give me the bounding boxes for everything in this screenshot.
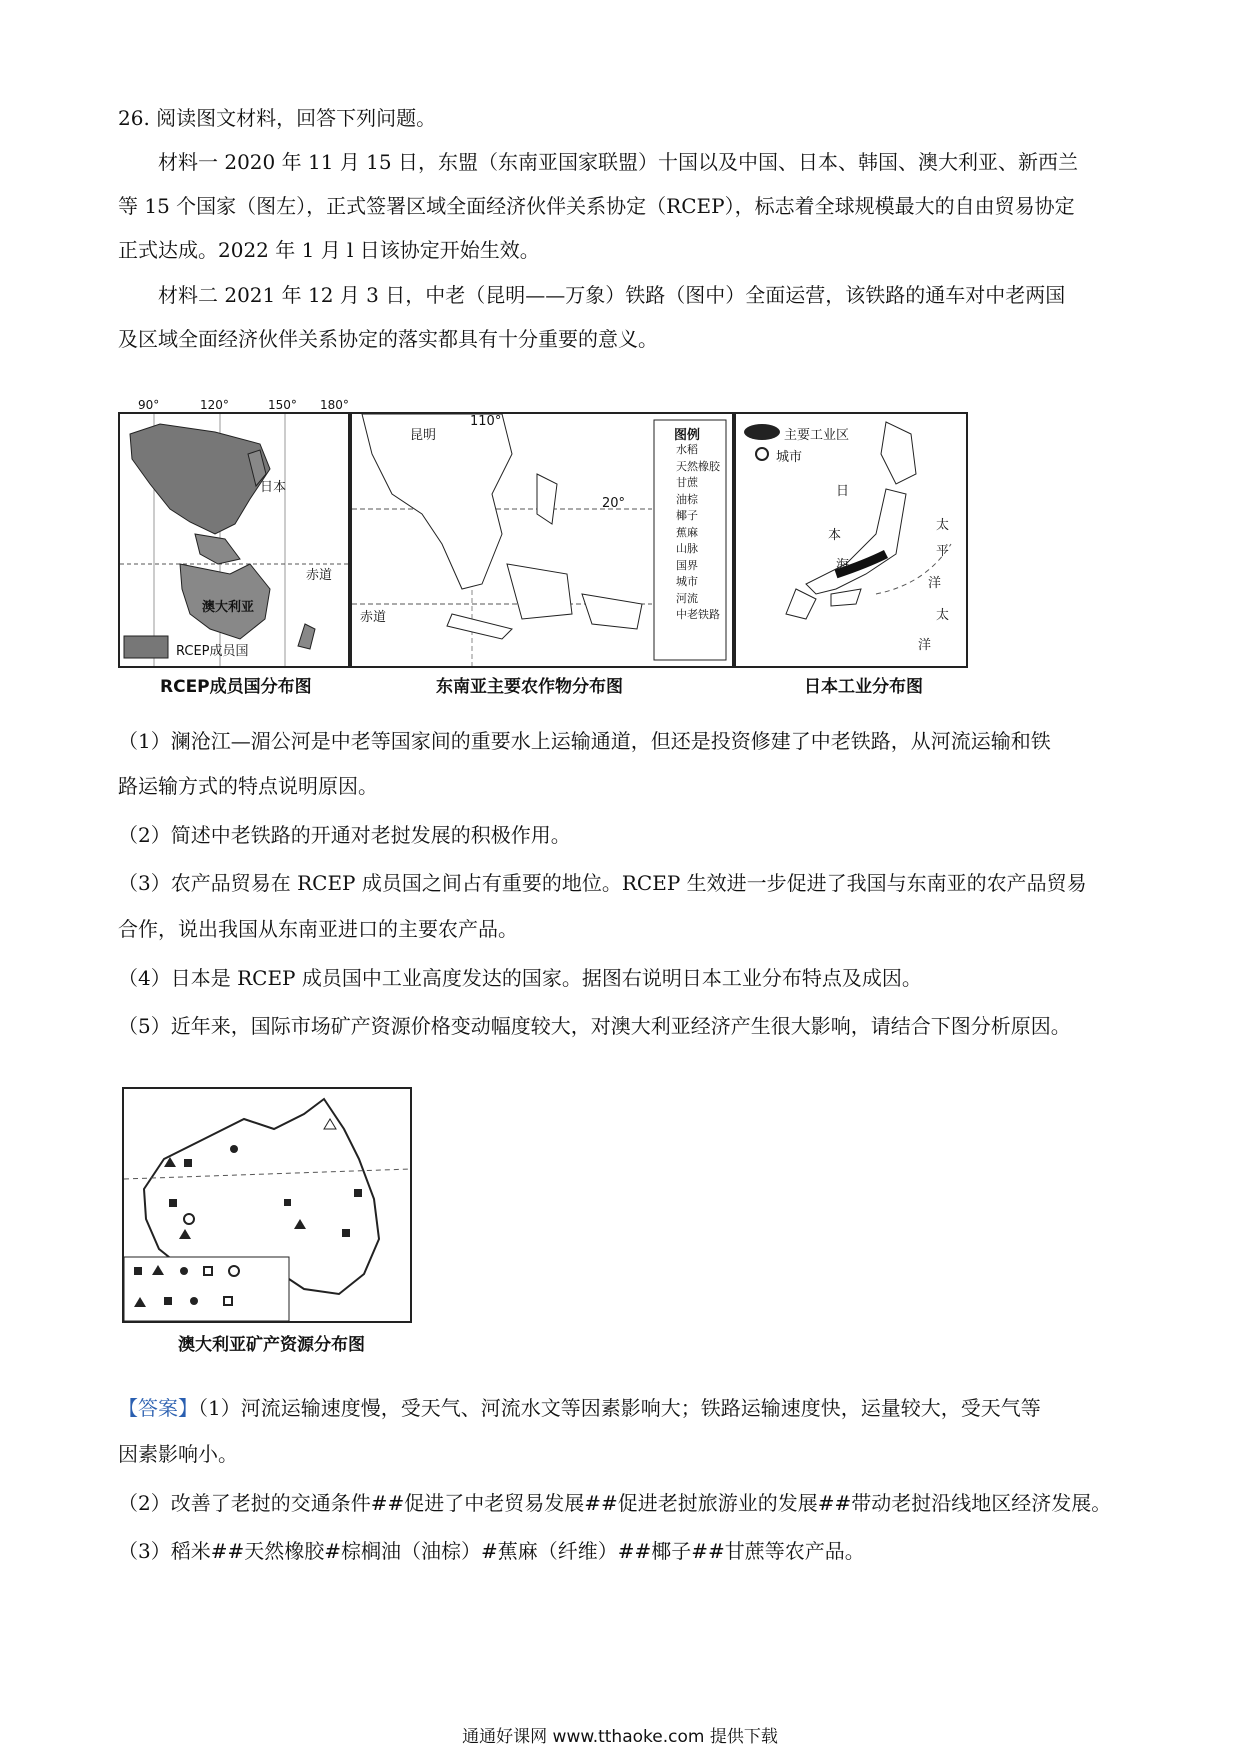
australia-map-caption: 澳大利亚矿产资源分布图	[178, 1335, 365, 1355]
material-1-line-3: 正式达成。2022 年 1 月 l 日该协定开始生效。	[118, 238, 540, 262]
label-jp2: 本	[828, 528, 842, 543]
legend-item: 水稻	[676, 443, 698, 456]
answer-1-line-1	[118, 1394, 1041, 1422]
sub-question-3-line-1: （3）农产品贸易在 RCEP 成员国之间占有重要的地位。RCEP 生效进一步促进了我国与东南亚的农产品贸易	[118, 871, 1087, 895]
tick-120: 120°	[200, 398, 229, 412]
australia-map-drawing	[124, 1089, 410, 1321]
label-lon110: 110°	[470, 414, 502, 429]
label-sea: 海	[836, 558, 850, 573]
sub-question-1-line-1: （1）澜沧江—湄公河是中老等国家间的重要水上运输通道，但还是投资修建了中老铁路，从河流运输和铁	[118, 729, 1051, 753]
legend-list	[676, 442, 720, 624]
legend-item: 椰子	[676, 509, 698, 522]
answer-tag: 【答案】	[118, 1396, 198, 1420]
legend-item: 中老铁路	[676, 608, 720, 621]
answer-1-line-2: 因素影响小。	[118, 1442, 238, 1466]
question-header: 26. 阅读图文材料，回答下列问题。	[118, 106, 437, 130]
sub-question-3-line-2: 合作，说出我国从东南亚进口的主要农产品。	[118, 917, 518, 941]
legend-item: 油棕	[676, 492, 698, 506]
page-footer: 通通好课网 www.tthaoke.com 提供下载	[462, 1727, 778, 1747]
legend-item: 国界	[676, 558, 698, 572]
label-equator: 赤道	[306, 568, 333, 583]
rcep-map-drawing	[120, 414, 348, 666]
sea-map-drawing	[352, 414, 732, 666]
label-pac5: 洋	[918, 638, 932, 653]
label-pac4: 太	[936, 608, 950, 623]
sub-question-5: （5）近年来，国际市场矿产资源价格变动幅度较大，对澳大利亚经济产生很大影响，请结合下图分析原因。	[118, 1014, 1071, 1038]
material-2-line-2: 及区域全面经济伙伴关系协定的落实都具有十分重要的意义。	[118, 327, 658, 351]
legend-item: 城市	[676, 575, 698, 588]
label-pac2: 平	[936, 544, 950, 559]
legend-industrial: 主要工业区	[784, 428, 850, 443]
tick-90: 90°	[138, 398, 160, 412]
legend-item: 甘蔗	[676, 476, 698, 489]
label-australia: 澳大利亚	[202, 600, 255, 615]
legend-item: 山脉	[676, 542, 698, 555]
japan-map-caption: 日本工业分布图	[804, 677, 923, 697]
sub-question-4: （4）日本是 RCEP 成员国中工业高度发达的国家。据图右说明日本工业分布特点及成因。	[118, 966, 922, 990]
tick-180: 180°	[320, 398, 349, 412]
label-kunming: 昆明	[410, 428, 437, 443]
legend-title: 图例	[674, 428, 701, 443]
label-japan: 日本	[260, 480, 287, 495]
legend-item: 河流	[676, 591, 698, 605]
material-2-line-1: 材料二 2021 年 12 月 3 日，中老（昆明——万象）铁路（图中）全面运营，该铁路的通车对中老两国	[158, 283, 1066, 307]
answer-1-text: （1）河流运输速度慢，受天气、河流水文等因素影响大；铁路运输速度快，运量较大，受天气等	[198, 1396, 1041, 1420]
tick-150: 150°	[268, 398, 297, 412]
label-jp1: 日	[836, 484, 850, 499]
sub-question-1-line-2: 路运输方式的特点说明原因。	[118, 774, 378, 798]
answer-2: （2）改善了老挝的交通条件##促进了中老贸易发展##促进老挝旅游业的发展##带动老挝沿线地区经济发展。	[118, 1491, 1112, 1515]
legend-rcep: RCEP成员国	[176, 644, 249, 659]
rcep-map-caption: RCEP成员国分布图	[160, 677, 312, 697]
sub-question-2: （2）简述中老铁路的开通对老挝发展的积极作用。	[118, 823, 571, 847]
sea-map-caption: 东南亚主要农作物分布图	[436, 677, 623, 697]
material-1-line-1: 材料一 2020 年 11 月 15 日，东盟（东南亚国家联盟）十国以及中国、日本、韩国、澳大利亚、新西兰	[158, 150, 1078, 174]
japan-map-drawing	[736, 414, 966, 666]
label-pac3: 洋	[928, 576, 942, 591]
material-1-line-2: 等 15 个国家（图左），正式签署区域全面经济伙伴关系协定（RCEP），标志着全球规模最大的自由贸易协定	[118, 194, 1075, 218]
legend-item: 天然橡胶	[676, 459, 720, 473]
label-sea-equator: 赤道	[360, 610, 387, 625]
label-pac1: 太	[936, 518, 950, 533]
label-lat20: 20°	[602, 496, 626, 511]
answer-3: （3）稻米##天然橡胶#棕榈油（油棕）#蕉麻（纤维）##椰子##甘蔗等农产品。	[118, 1539, 865, 1563]
legend-city: 城市	[776, 450, 803, 465]
legend-item: 蕉麻	[676, 525, 698, 539]
